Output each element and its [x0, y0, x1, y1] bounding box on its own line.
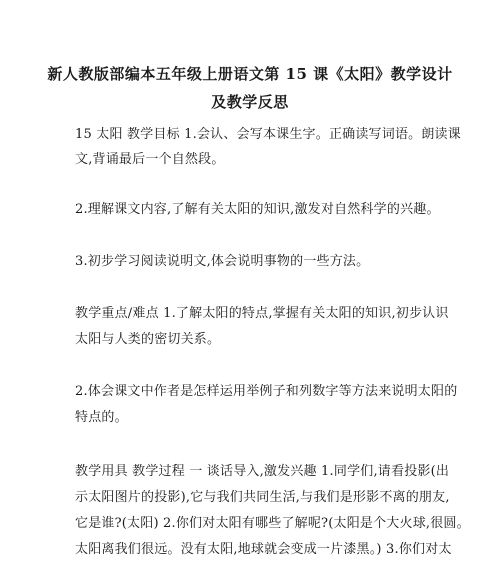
body-line: 教学重点/难点 1.了解太阳的特点,掌握有关太阳的知识,初步认识 [75, 306, 449, 321]
body-line: 示太阳图片的投影),它与我们共同生活,与我们是形影不离的朋友, [75, 490, 450, 505]
body-line: 太阳离我们很远。没有太阳,地球就会变成一片漆黑。) 3.你们对太 [75, 542, 452, 557]
body-line: 它是谁?(太阳) 2.你们对太阳有哪些了解呢?(太阳是个大火球,很圆。 [75, 516, 470, 531]
body-line: 文,背诵最后一个自然段。 [75, 152, 225, 167]
body-line: 2.体会课文中作者是怎样运用举例子和列数字等方法来说明太阳的 [75, 384, 458, 399]
body-line: 3.初步学习阅读说明文,体会说明事物的一些方法。 [75, 254, 370, 269]
body-line: 15 太阳 教学目标 1.会认、会写本课生字。正确读写词语。朗读课 [75, 127, 461, 142]
body-line: 教学用具 教学过程 一 谈话导入,激发兴趣 1.同学们,请看投影(出 [75, 464, 450, 479]
body-line: 2.理解课文内容,了解有关太阳的知识,激发对自然科学的兴趣。 [75, 202, 440, 217]
body-line: 太阳与人类的密切关系。 [75, 332, 221, 347]
document-title-line-2: 及教学反思 [211, 93, 289, 111]
body-line: 特点的。 [75, 410, 128, 425]
document-title-line-1: 新人教版部编本五年级上册语文第 15 课《太阳》教学设计 [47, 65, 453, 83]
